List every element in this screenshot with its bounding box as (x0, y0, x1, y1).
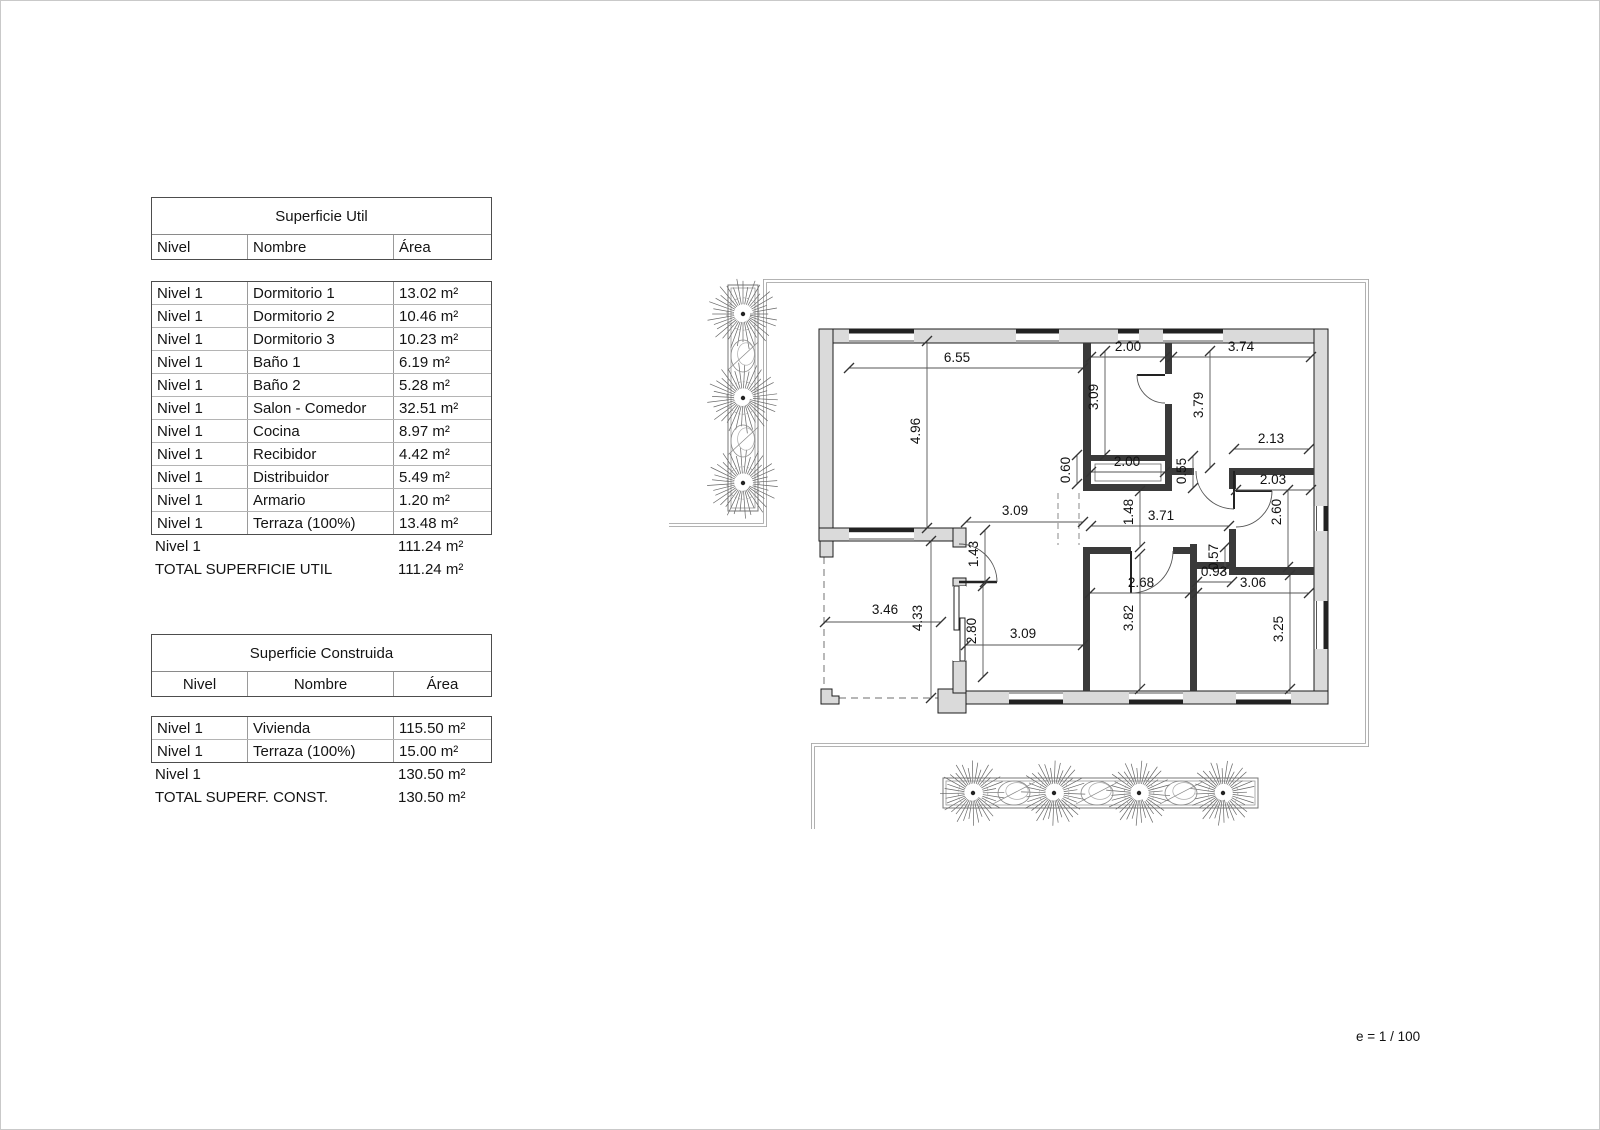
cell-area: 115.50 m² (399, 719, 466, 737)
table-row (152, 488, 491, 511)
cell-nivel: Nivel 1 (152, 466, 248, 488)
cell-nombre: Terraza (100%) (248, 512, 394, 534)
dimension (908, 336, 932, 533)
dimension-label: 3.46 (871, 602, 899, 617)
cell-nivel: Nivel 1 (152, 351, 248, 373)
window-icon (1315, 506, 1328, 531)
window-icon (1163, 329, 1223, 342)
window-icon (849, 528, 914, 540)
cell-nombre: Baño 1 (248, 351, 394, 373)
cell-nivel: Nivel 1 (152, 443, 248, 465)
cell-area: 8.97 m² (399, 422, 450, 440)
wall-pier (953, 661, 966, 693)
cell-nombre: Cocina (248, 420, 394, 442)
dimension (1271, 570, 1295, 694)
dimension-label: 3.06 (1239, 575, 1267, 590)
cell-nivel: Nivel 1 (152, 328, 248, 350)
dimension-label: 2.00 (1113, 454, 1141, 469)
cell-nombre: Terraza (100%) (248, 740, 394, 762)
table-row (152, 511, 491, 534)
table-row (152, 442, 491, 465)
cell-nombre: Recibidor (248, 443, 394, 465)
dimension-label: 2.80 (964, 617, 979, 645)
door-dormitorio1 (1196, 471, 1234, 509)
table-header (151, 634, 492, 697)
dimension-label: 3.09 (1086, 383, 1101, 411)
cell-area: 10.46 m² (399, 307, 459, 325)
cell-area: 4.42 m² (399, 445, 450, 463)
table-superficie-construida (151, 634, 492, 809)
dimension-label: 2.68 (1127, 575, 1155, 590)
column-header-nombre: Nombre (248, 235, 394, 259)
cell-nombre: Dormitorio 3 (248, 328, 394, 350)
table-header (151, 197, 492, 260)
cell-nombre: Distribuidor (248, 466, 394, 488)
window-icon (1009, 692, 1063, 704)
column-header-area: Área (399, 238, 431, 256)
table-superficie-util (151, 197, 492, 581)
shrub-icon (1076, 781, 1118, 805)
subtotal-row: Nivel 1 130.50 m² (155, 766, 466, 783)
total-row: TOTAL SUPERFICIE UTIL 111.24 m² (155, 561, 464, 578)
dimension (1269, 485, 1293, 572)
cell-area: 1.20 m² (399, 491, 450, 509)
cell-nombre: Armario (248, 489, 394, 511)
cell-area: 10.23 m² (399, 330, 459, 348)
tree-icon (1106, 761, 1170, 826)
dimension-label: 3.25 (1271, 615, 1286, 643)
interior-dashed-lines (1058, 493, 1079, 545)
table-row (152, 373, 491, 396)
cell-nivel: Nivel 1 (152, 512, 248, 534)
dimension-label: 3.79 (1191, 391, 1206, 419)
column-header-row (152, 235, 491, 259)
dimension-label: 2.60 (1269, 498, 1284, 526)
table-row (152, 465, 491, 488)
table-body (151, 281, 492, 535)
cell-nombre: Salon - Comedor (248, 397, 394, 419)
table-row (152, 350, 491, 373)
table-row (152, 282, 491, 304)
cell-nombre: Dormitorio 1 (248, 282, 394, 304)
column-header-nivel: Nivel (152, 235, 248, 259)
wall-left (819, 329, 833, 541)
column-header-area: Área (426, 675, 459, 693)
window-icon (1236, 692, 1291, 704)
dimension-label: 3.09 (1001, 503, 1029, 518)
pilaster-terrace-corner (821, 689, 839, 704)
table-row (152, 396, 491, 419)
cell-nivel: Nivel 1 (152, 305, 248, 327)
cell-nombre: Vivienda (248, 717, 394, 739)
dimension (1174, 451, 1198, 493)
dimension-label: 3.71 (1147, 508, 1175, 523)
table-body (151, 716, 492, 763)
dimension-label: 1.43 (966, 540, 981, 568)
dimension (820, 602, 946, 627)
cell-nombre: Dormitorio 2 (248, 305, 394, 327)
cell-area: 32.51 m² (399, 399, 459, 417)
tree-icon (707, 363, 778, 434)
dimension (1121, 549, 1145, 694)
dimension (1086, 508, 1234, 531)
cell-area: 13.02 m² (399, 284, 459, 302)
dimension-label: 0.60 (1058, 456, 1073, 484)
subtotal-row: Nivel 1 111.24 m² (155, 538, 464, 555)
cell-nivel: Nivel 1 (152, 397, 248, 419)
dimension-label: 1.48 (1121, 498, 1136, 526)
window-icon (1016, 329, 1059, 342)
dimension-label: 4.33 (910, 604, 925, 632)
table-title: Superficie Util (152, 198, 491, 235)
dimension-label: 0.57 (1206, 543, 1221, 571)
window-icon (849, 329, 914, 342)
dimension-label: 4.96 (908, 417, 923, 445)
dimension-label: 2.03 (1259, 472, 1287, 487)
cell-nombre: Baño 2 (248, 374, 394, 396)
dimension-layer (820, 336, 1316, 703)
cell-area: 13.48 m² (399, 514, 459, 532)
table-title: Superficie Construida (152, 635, 491, 672)
exterior-walls (819, 329, 1328, 713)
window-icon (1315, 601, 1328, 649)
dimension (961, 626, 1088, 650)
terrace-dashed-boundary (824, 557, 949, 698)
dimension (910, 536, 936, 703)
cell-area: 6.19 m² (399, 353, 450, 371)
dimension-label: 3.09 (1009, 626, 1037, 641)
cell-nivel: Nivel 1 (152, 740, 248, 762)
cell-area: 15.00 m² (399, 742, 459, 760)
cell-area: 5.28 m² (399, 376, 450, 394)
door-bano2 (1236, 491, 1272, 527)
shrub-icon (727, 425, 758, 457)
pilaster-left (820, 541, 833, 557)
column-header-row (152, 672, 491, 696)
cell-nivel: Nivel 1 (152, 717, 248, 739)
column-header-nivel: Nivel (152, 672, 248, 696)
cell-area: 5.49 m² (399, 468, 450, 486)
table-row (152, 327, 491, 350)
cell-nivel: Nivel 1 (152, 374, 248, 396)
cell-nivel: Nivel 1 (152, 282, 248, 304)
dimension (1058, 450, 1082, 489)
door-bano1 (1137, 375, 1165, 403)
dimension (1121, 486, 1145, 552)
table-row (152, 739, 491, 762)
tree-icon (1190, 761, 1254, 826)
table-row (152, 717, 491, 739)
cell-nivel: Nivel 1 (152, 489, 248, 511)
total-row: TOTAL SUPERF. CONST. 130.50 m² (155, 789, 466, 806)
tree-icon (1021, 761, 1085, 826)
dimension-label: 3.82 (1121, 604, 1136, 632)
shrub-icon (1160, 781, 1202, 805)
dimension-label: 2.00 (1114, 339, 1142, 354)
scale-note: e = 1 / 100 (1356, 1029, 1421, 1044)
column-header-nombre: Nombre (248, 672, 394, 696)
site-boundary (669, 281, 1367, 829)
dimension (964, 581, 988, 682)
table-row (152, 419, 491, 442)
dimension-label: 6.55 (943, 350, 971, 365)
dimension-label: 0.55 (1174, 457, 1189, 485)
dimension-label: 3.74 (1227, 339, 1255, 354)
dimension-label: 2.13 (1257, 431, 1285, 446)
window-icon (1129, 692, 1183, 704)
dimension (1229, 431, 1314, 454)
dimension (844, 350, 1088, 373)
table-row (152, 304, 491, 327)
dimension (961, 503, 1088, 527)
cell-nivel: Nivel 1 (152, 420, 248, 442)
dimension-label: 0.93 (1200, 564, 1228, 579)
tree-icon (940, 760, 1005, 825)
